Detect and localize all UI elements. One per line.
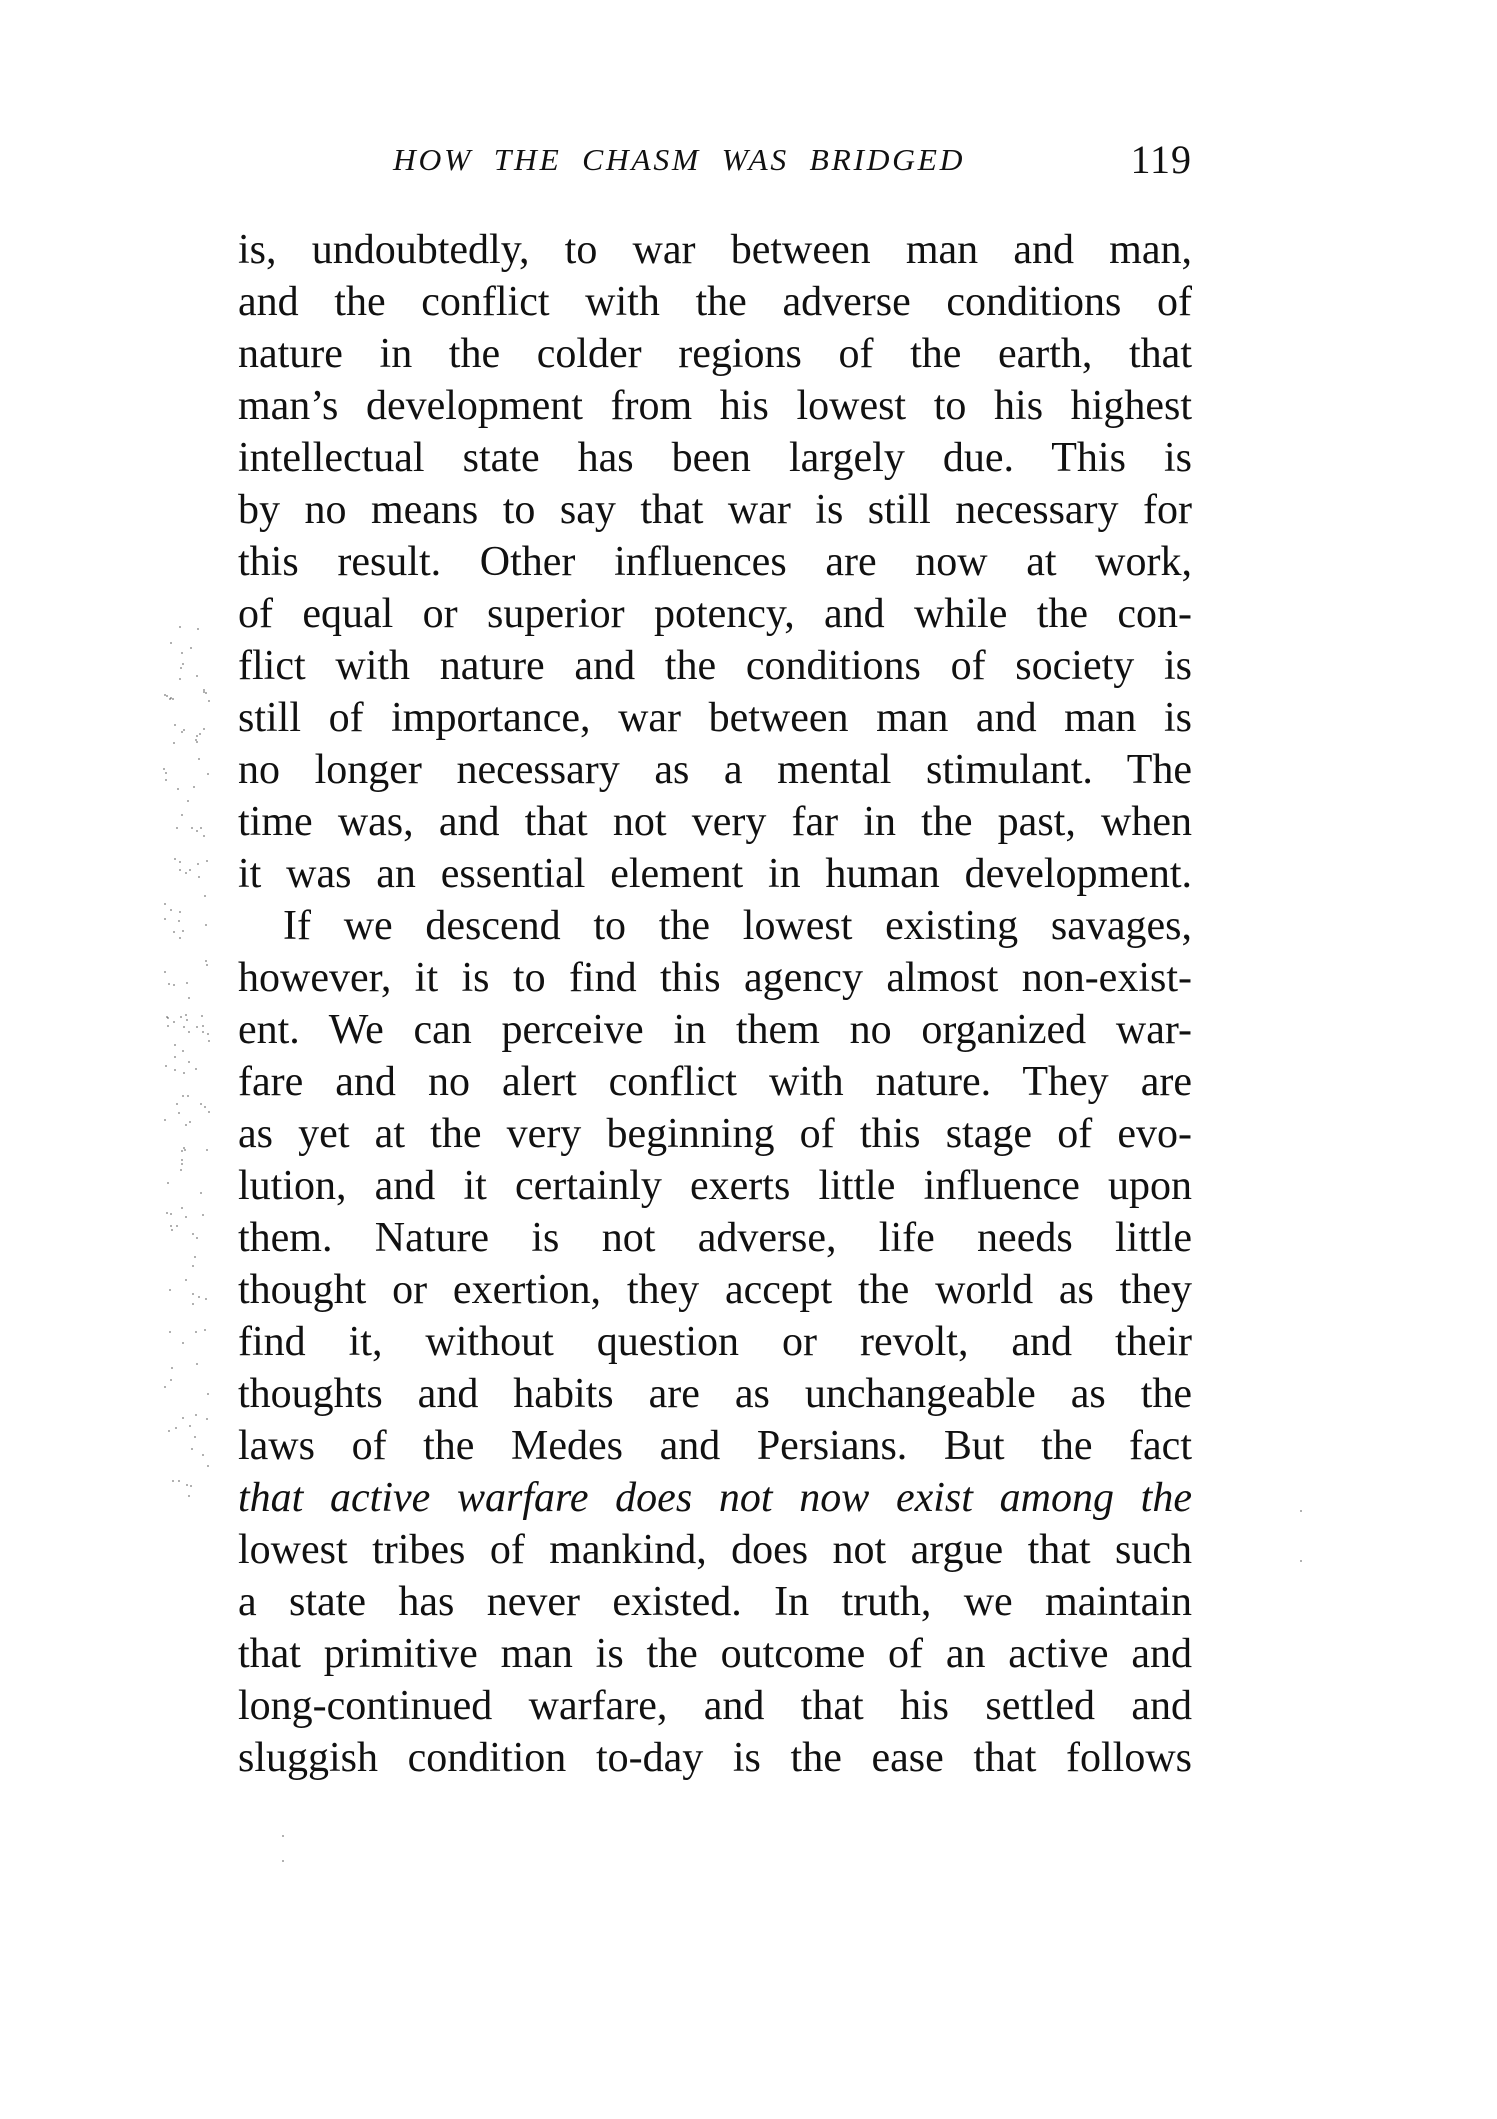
speckle: [185, 872, 187, 874]
speckle: [179, 869, 181, 871]
speckle: [164, 903, 166, 905]
speckle: [190, 647, 192, 649]
speckle: [206, 964, 208, 966]
speckle: [189, 1121, 191, 1123]
text-line: [238, 1368, 1192, 1420]
speckle: [204, 1329, 206, 1331]
speckle: [175, 1427, 177, 1429]
text-line: [238, 276, 1192, 328]
speckle: [188, 997, 190, 999]
speckle: [170, 1379, 172, 1381]
speckle: [192, 1293, 194, 1295]
speckle: [183, 1026, 185, 1028]
speckle: [208, 1111, 210, 1113]
speckle: [193, 786, 195, 788]
speckle: [197, 628, 199, 630]
speckle: [169, 1331, 171, 1333]
text-line-content: as yet at the very beginning of this stage of evo-: [238, 1111, 1192, 1157]
speckle: [168, 1430, 170, 1432]
speckle: [186, 1484, 188, 1486]
speckle: [205, 960, 207, 962]
speckle: [169, 698, 171, 700]
speckle: [180, 667, 182, 669]
speckle: [180, 1016, 182, 1018]
text-line-content: fare and no alert conflict with nature. They are: [238, 1059, 1192, 1105]
speckle: [187, 1095, 189, 1097]
speckle: [188, 1495, 190, 1497]
text-line: [238, 1524, 1192, 1576]
speckle: [203, 691, 205, 693]
speckle: [165, 772, 167, 774]
speckle: [181, 1163, 183, 1165]
speckle: [196, 1026, 198, 1028]
speckle: [174, 1069, 176, 1071]
speckle: [202, 1025, 204, 1027]
text-line: [238, 1576, 1192, 1628]
speckle: [183, 729, 185, 731]
speckle: [195, 1068, 197, 1070]
text-line: [238, 1628, 1192, 1680]
speckle: [202, 1214, 204, 1216]
speckle: [164, 971, 166, 973]
speckle: [181, 1207, 183, 1209]
speckle: [183, 1072, 185, 1074]
speckle: [192, 1233, 194, 1235]
speckle: [179, 911, 181, 913]
speckle: [191, 827, 193, 829]
text-line-content: this result. Other influences are now at work,: [238, 539, 1192, 585]
speckle: [198, 876, 200, 878]
text-line: [238, 692, 1192, 744]
speckle: [184, 1149, 186, 1151]
speckle: [181, 731, 183, 733]
speckle: [178, 1112, 180, 1114]
speckle: [179, 937, 181, 939]
speckle: [205, 1298, 207, 1300]
speckle: [200, 1192, 202, 1194]
text-line: [238, 1680, 1192, 1732]
speckle: [192, 1303, 194, 1305]
speckle: [205, 924, 207, 926]
speckle: [1300, 1560, 1302, 1562]
speckle: [182, 663, 184, 665]
speckle: [188, 1061, 190, 1063]
speckle: [189, 1425, 191, 1427]
speckle: [163, 768, 165, 770]
speckle: [167, 1017, 169, 1019]
speckle: [173, 1021, 175, 1023]
speckle: [202, 1031, 204, 1033]
text-line-content: it was an essential element in human development.: [238, 851, 1192, 897]
speckle: [203, 835, 205, 837]
speckle: [181, 1150, 183, 1152]
speckle: [179, 678, 181, 680]
text-line-content: flict with nature and the conditions of society is: [238, 643, 1192, 689]
paragraph-first-line: [238, 900, 1192, 952]
speckle: [192, 1265, 194, 1267]
speckle: [194, 1436, 196, 1438]
text-line-content: thoughts and habits are as unchangeable as the: [238, 1371, 1192, 1417]
speckle: [198, 1296, 200, 1298]
speckle: [174, 1044, 176, 1046]
speckle: [182, 930, 184, 932]
speckle: [181, 1159, 183, 1161]
speckle: [170, 1225, 172, 1227]
speckle: [170, 909, 172, 911]
speckle: [172, 1480, 174, 1482]
text-line: [238, 848, 1192, 900]
speckle: [185, 1279, 187, 1281]
text-line-content: ent. We can perceive in them no organized war-: [238, 1007, 1192, 1053]
speckle: [176, 1103, 178, 1105]
text-line-content: thought or exertion, they accept the world as they: [238, 1267, 1192, 1313]
text-line: [238, 1108, 1192, 1160]
speckle: [205, 692, 207, 694]
speckle: [195, 1414, 197, 1416]
text-line: [238, 1160, 1192, 1212]
running-head: [238, 138, 1192, 188]
speckle: [180, 1169, 182, 1171]
speckle: [170, 642, 172, 644]
speckle: [182, 1417, 184, 1419]
text-line: [238, 744, 1192, 796]
text-line: [238, 1004, 1192, 1056]
speckle: [191, 1448, 193, 1450]
text-line-content: a state has never existed. In truth, we maintain: [238, 1579, 1192, 1625]
text-line: [238, 224, 1192, 276]
text-line-content: If we descend to the lowest existing savages,: [283, 903, 1192, 949]
text-line-content: that primitive man is the outcome of an active and: [238, 1631, 1192, 1677]
speckle: [188, 1031, 190, 1033]
speckle: [179, 626, 181, 628]
speckle: [166, 1212, 168, 1214]
text-line: [238, 1420, 1192, 1472]
speckle: [165, 779, 167, 781]
speckle: [164, 694, 166, 696]
speckle: [173, 984, 175, 986]
speckle: [181, 814, 183, 816]
speckle: [182, 1095, 184, 1097]
speckle: [183, 1147, 185, 1149]
text-line: [238, 536, 1192, 588]
text-line: [238, 1056, 1192, 1108]
text-line-content: man’s development from his lowest to his highest: [238, 383, 1192, 429]
speckle: [179, 861, 181, 863]
text-line-content: still of importance, war between man and man is: [238, 695, 1192, 741]
text-line-content: however, it is to find this agency almost non-exist-: [238, 955, 1192, 1001]
speckle: [208, 700, 210, 702]
speckle: [172, 698, 174, 700]
speckle: [173, 742, 175, 744]
text-line: [238, 1732, 1192, 1784]
speckle: [207, 1393, 209, 1395]
text-line-content: nature in the colder regions of the earth, that: [238, 331, 1192, 377]
text-line-content: is, undoubtedly, to war between man and man,: [238, 227, 1192, 273]
text-line-content: long-continued warfare, and that his settled and: [238, 1683, 1192, 1729]
speckle: [196, 741, 198, 743]
speckle: [196, 735, 198, 737]
speckle: [189, 869, 191, 871]
speckle: [185, 1124, 187, 1126]
speckle: [200, 827, 202, 829]
speckle: [207, 1465, 209, 1467]
speckle: [170, 1213, 172, 1215]
text-line: [238, 432, 1192, 484]
speckle: [206, 860, 208, 862]
text-line: [238, 1472, 1192, 1524]
speckle: [177, 788, 179, 790]
speckle: [186, 982, 188, 984]
speckle: [282, 1835, 284, 1837]
speckle: [166, 1016, 168, 1018]
speckle: [164, 918, 166, 920]
speckle: [195, 1331, 197, 1333]
speckle: [174, 724, 176, 726]
text-line-content: lowest tribes of mankind, does not argue that such: [238, 1527, 1192, 1573]
text-line: [238, 1264, 1192, 1316]
text-line-content: lution, and it certainly exerts little influence upon: [238, 1163, 1192, 1209]
speckle: [182, 1050, 184, 1052]
speckle: [165, 1065, 167, 1067]
text-line-content: of equal or superior potency, and while the con-: [238, 591, 1192, 637]
speckle: [197, 863, 199, 865]
speckle: [207, 1033, 209, 1035]
speckle: [164, 1386, 166, 1388]
text-line-content: no longer necessary as a mental stimulant. The: [238, 747, 1192, 793]
speckle: [186, 1019, 188, 1021]
page-number: 119: [1130, 137, 1192, 182]
speckle: [169, 1289, 171, 1291]
text-line: [238, 1316, 1192, 1368]
speckle: [282, 1860, 284, 1862]
speckle: [167, 1025, 169, 1027]
speckle: [185, 1216, 187, 1218]
speckle: [168, 983, 170, 985]
speckle: [176, 1225, 178, 1227]
speckle: [174, 858, 176, 860]
speckle: [200, 1103, 202, 1105]
speckle: [164, 1119, 166, 1121]
speckle: [194, 1256, 196, 1258]
speckle: [174, 1056, 176, 1058]
speckle: [208, 1040, 210, 1042]
speckle: [196, 830, 198, 832]
speckle: [178, 1480, 180, 1482]
speckle: [195, 739, 197, 741]
text-line: [238, 328, 1192, 380]
speckle: [196, 675, 198, 677]
speckle: [204, 1106, 206, 1108]
speckle: [196, 1237, 198, 1239]
body-text: [238, 224, 1192, 1784]
text-line: [238, 640, 1192, 692]
speckle: [198, 758, 200, 760]
speckle: [178, 920, 180, 922]
speckle: [171, 1229, 173, 1231]
running-head-title: HOW THE CHASM WAS BRIDGED: [393, 142, 966, 177]
text-line: [238, 1212, 1192, 1264]
text-line-content: find it, without question or revolt, and their: [238, 1319, 1192, 1365]
text-line-content: and the conflict with the adverse conditions of: [238, 279, 1192, 325]
text-line-content: laws of the Medes and Persians. But the fact: [238, 1423, 1192, 1469]
speckle: [206, 1418, 208, 1420]
text-line-content: that active warfare does not now exist among the: [238, 1475, 1192, 1521]
text-line: [238, 952, 1192, 1004]
speckle: [207, 773, 209, 775]
speckle: [201, 1015, 203, 1017]
text-line-content: sluggish condition to-day is the ease that follows: [238, 1735, 1192, 1781]
speckle: [166, 695, 168, 697]
speckle: [173, 931, 175, 933]
text-line-content: by no means to say that war is still necessary for: [238, 487, 1192, 533]
text-line: [238, 484, 1192, 536]
speckle: [176, 827, 178, 829]
speckle: [196, 1363, 198, 1365]
speckle: [203, 728, 205, 730]
speckle: [204, 895, 206, 897]
text-line-content: intellectual state has been largely due. This is: [238, 435, 1192, 481]
speckle: [1300, 1510, 1302, 1512]
speckle: [170, 697, 172, 699]
text-line-content: time was, and that not very far in the past, when: [238, 799, 1192, 845]
speckle: [185, 1014, 187, 1016]
text-line-content: them. Nature is not adverse, life needs little: [238, 1215, 1192, 1261]
speckle: [202, 1454, 204, 1456]
speckle: [199, 733, 201, 735]
speckle: [171, 1367, 173, 1369]
text-line: [238, 380, 1192, 432]
speckle: [203, 689, 205, 691]
text-line: [238, 796, 1192, 848]
speckle: [181, 652, 183, 654]
speckle: [206, 1149, 208, 1151]
speckle: [167, 1182, 169, 1184]
text-line: [238, 588, 1192, 640]
speckle: [182, 1342, 184, 1344]
speckle: [190, 1485, 192, 1487]
speckle: [187, 800, 189, 802]
